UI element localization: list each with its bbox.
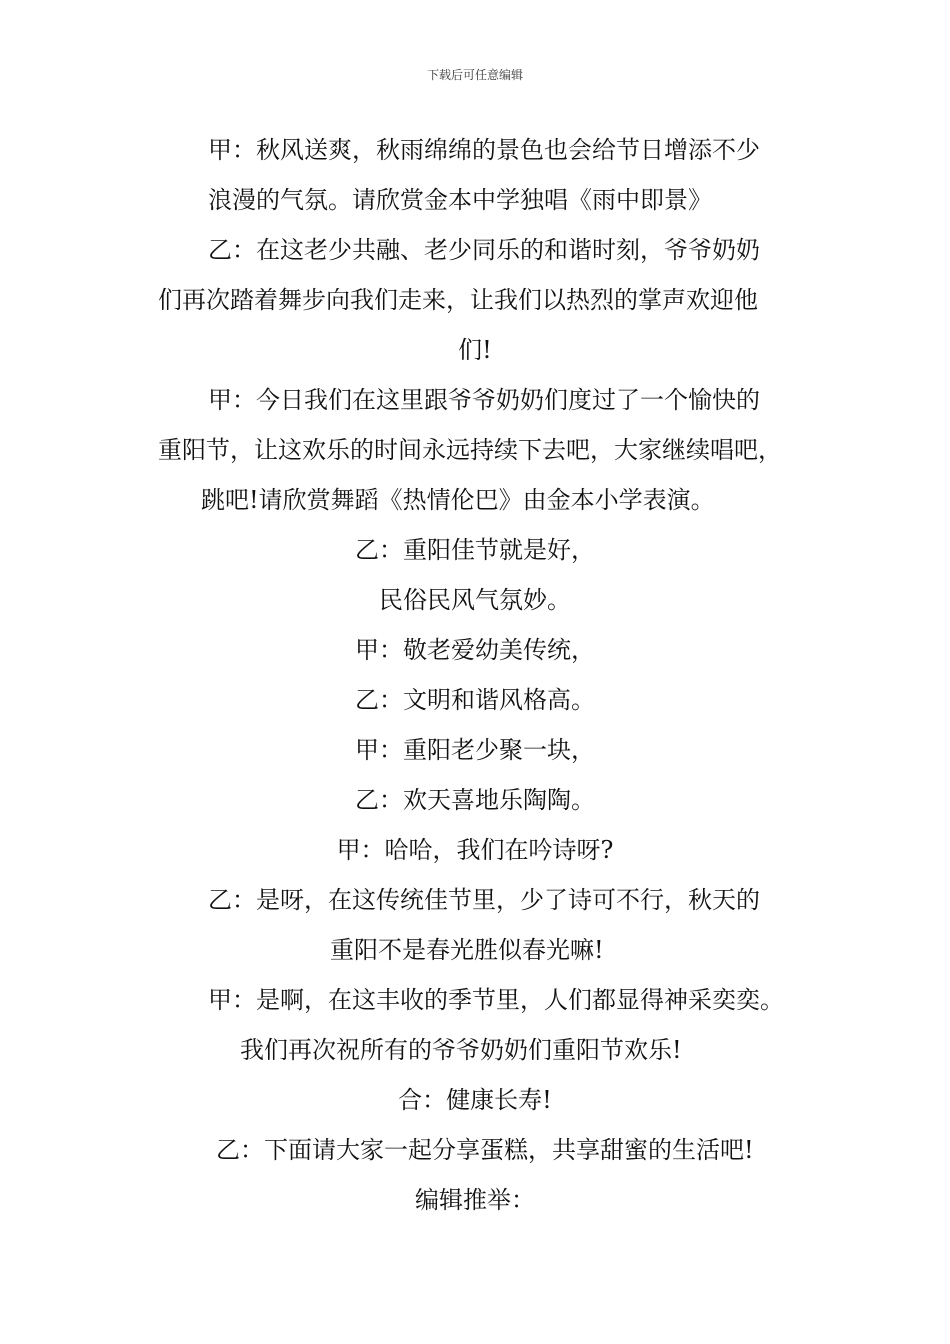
page-header: 下载后可任意编辑 — [426, 68, 523, 82]
text-line-11: 甲：敬老爱幼美传统， — [355, 636, 595, 664]
text-line-9: 乙：重阳佳节就是好， — [355, 536, 595, 564]
text-line-21: 乙：下面请大家一起分享蛋糕，共享甜蜜的生活吧! — [216, 1136, 754, 1164]
text-line-13: 甲：重阳老少聚一块， — [355, 736, 595, 764]
text-line-15: 甲：哈哈，我们在吟诗呀? — [336, 836, 614, 864]
text-line-14: 乙：欢天喜地乐陶陶。 — [355, 786, 595, 814]
text-line-3: 乙：在这老少共融、老少同乐的和谐时刻，爷爷奶奶 — [208, 236, 760, 264]
text-line-4: 们再次踏着舞步向我们走来，让我们以热烈的掌声欢迎他 — [158, 286, 758, 314]
text-line-16: 乙：是呀，在这传统佳节里，少了诗可不行，秋天的 — [208, 886, 760, 914]
text-line-6: 甲：今日我们在这里跟爷爷奶奶们度过了一个愉快的 — [208, 386, 760, 414]
text-line-19: 我们再次祝所有的爷爷奶奶们重阳节欢乐! — [240, 1036, 682, 1064]
text-line-20: 合：健康长寿! — [398, 1086, 552, 1114]
text-line-7: 重阳节，让这欢乐的时间永远持续下去吧，大家继续唱吧， — [158, 436, 782, 464]
text-line-10: 民俗民风气氛妙。 — [379, 586, 571, 614]
text-line-5: 们! — [458, 336, 492, 364]
text-line-1: 甲：秋风送爽，秋雨绵绵的景色也会给节日增添不少 — [208, 136, 760, 164]
text-line-18: 甲：是啊，在这丰收的季节里，人们都显得神采奕奕。 — [208, 986, 784, 1014]
text-line-12: 乙：文明和谐风格高。 — [355, 686, 595, 714]
text-line-8: 跳吧!请欣赏舞蹈《热情伦巴》由金本小学表演。 — [201, 486, 715, 514]
text-line-2: 浪漫的气氛。请欣赏金本中学独唱《雨中即景》 — [208, 186, 712, 214]
text-line-17: 重阳不是春光胜似春光嘛! — [330, 936, 604, 964]
text-line-22: 编辑推举： — [415, 1186, 535, 1214]
